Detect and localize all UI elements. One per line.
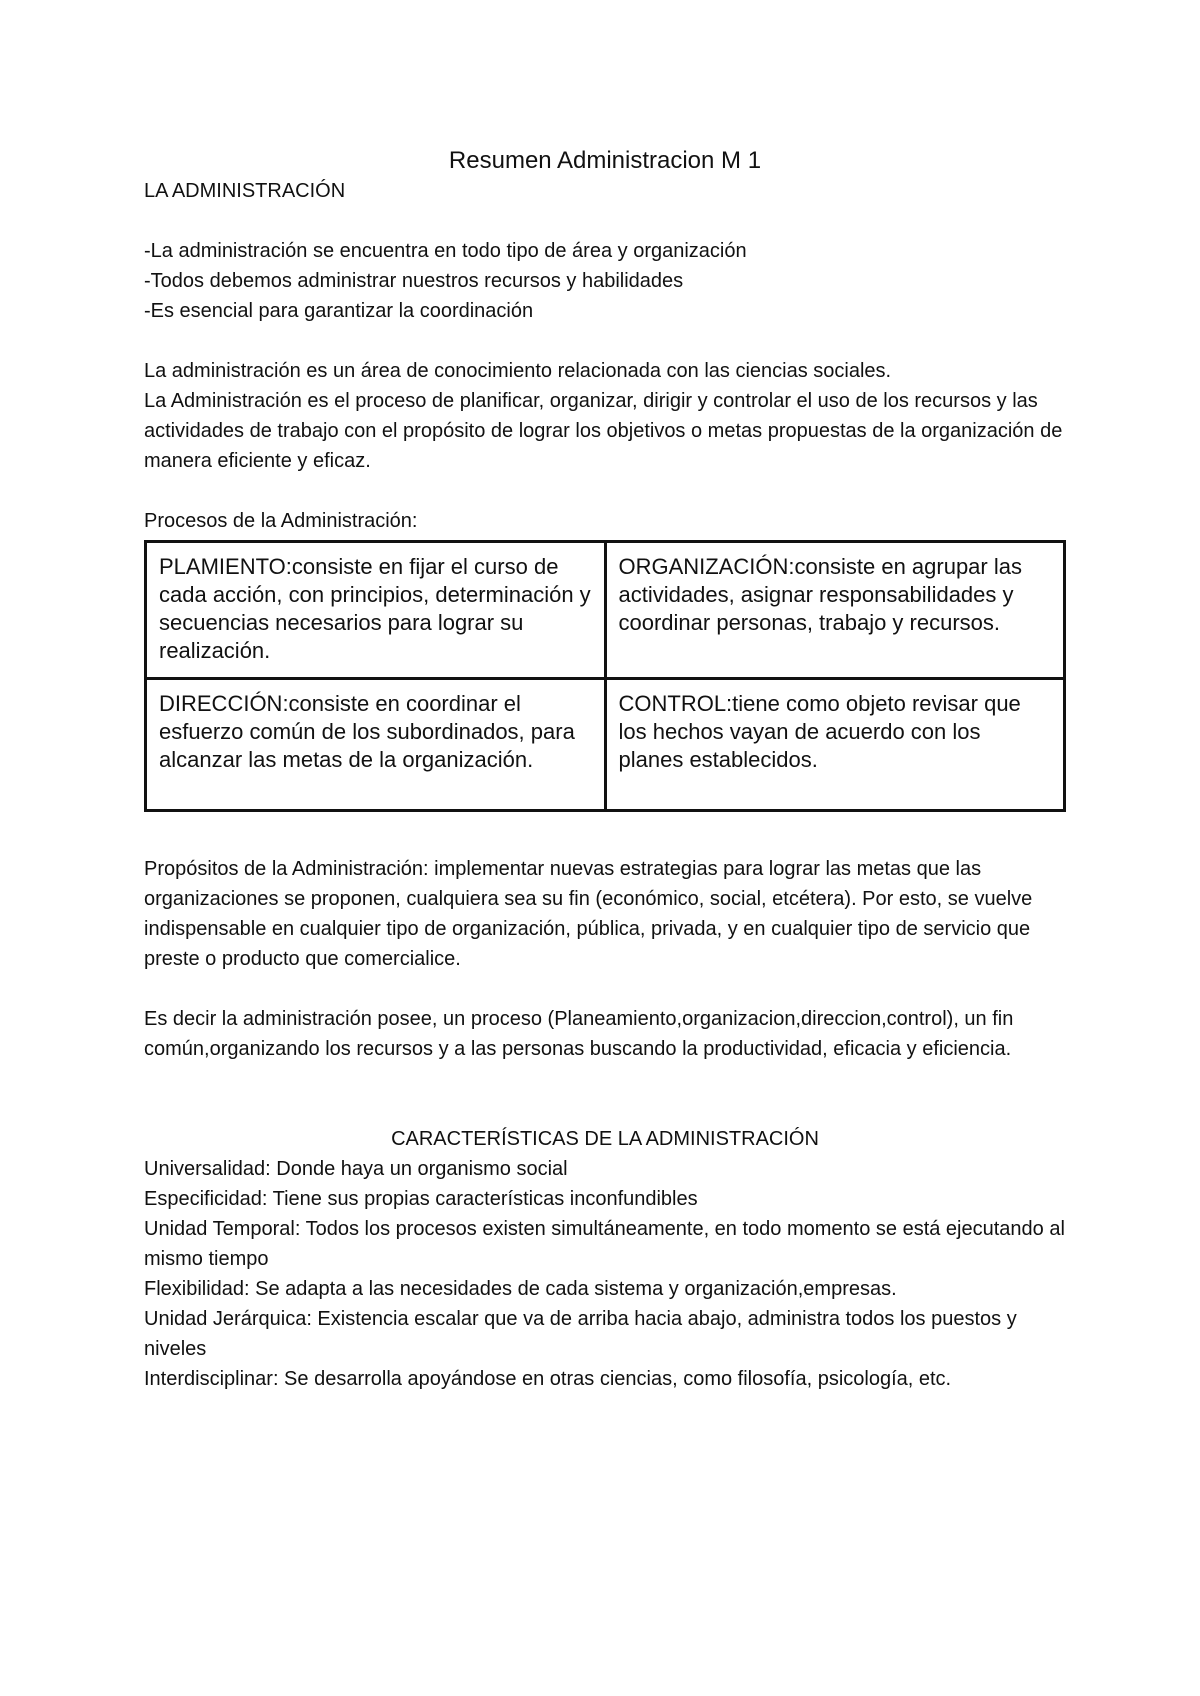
spacer [144,1094,1066,1124]
planning-cell: PLAMIENTO:consiste en fijar el curso de cada acción, con principios, determinación y secuencias necesarios para lograr su realización. [146,542,606,679]
direction-cell: DIRECCIÓN:consiste en coordinar el esfuerzo común de los subordinados, para alcanzar las metas de la organización. [146,679,606,811]
bullet-line: -Es esencial para garantizar la coordinación [144,300,534,322]
characteristic-item: Interdisciplinar: Se desarrolla apoyándose en otras ciencias, como filosofía, psicología, etc. [144,1368,952,1390]
control-cell: CONTROL:tiene como objeto revisar que los hechos vayan de acuerdo con los planes establecidos. [605,679,1065,811]
bullet-line: -Todos debemos administrar nuestros recursos y habilidades [144,270,684,292]
processes-label: Procesos de la Administración: [144,510,418,532]
definition-line: La administración es un área de conocimiento relacionada con las ciencias sociales. [144,360,892,382]
spacer [144,206,1066,236]
characteristic-item: Flexibilidad: Se adapta a las necesidades de cada sistema y organización,empresas. [144,1278,897,1300]
spacer [144,974,1066,1004]
spacer [144,842,1066,854]
characteristics-heading: CARACTERÍSTICAS DE LA ADMINISTRACIÓN [391,1128,819,1150]
characteristic-item: Universalidad: Donde haya un organismo social [144,1158,568,1180]
spacer [144,476,1066,506]
definition-paragraph: La Administración es el proceso de planificar, organizar, dirigir y controlar el uso de los recursos y las actividades de trabajo con el propósito de lograr los objetivos o metas propuestas de la organización de manera eficiente y eficaz. [144,390,1063,472]
spacer [144,1064,1066,1094]
summary-paragraph: Es decir la administración posee, un proceso (Planeamiento,organizacion,direccion,control), un fin común,organizando los recursos y a las personas buscando la productividad, eficacia y eficiencia. [144,1008,1014,1060]
purposes-paragraph: Propósitos de la Administración: implementar nuevas estrategias para lograr las metas que las organizaciones se proponen, cualquiera sea su fin (económico, social, etcétera). Por esto, se vuelve indispensable en cualquier tipo de organización, pública, privada, y en cualquier tipo de servicio que preste o producto que comercialice. [144,858,1033,970]
characteristic-item: Especificidad: Tiene sus propias características inconfundibles [144,1188,698,1210]
characteristic-item: Unidad Temporal: Todos los procesos existen simultáneamente, en todo momento se está ejecutando al mismo tiempo [144,1218,1065,1270]
spacer [144,326,1066,356]
organization-cell: ORGANIZACIÓN:consiste en agrupar las actividades, asignar responsabilidades y coordinar personas, trabajo y recursos. [605,542,1065,679]
characteristic-item: Unidad Jerárquica: Existencia escalar que va de arriba hacia abajo, administra todos los puestos y niveles [144,1308,1017,1360]
section-heading: LA ADMINISTRACIÓN [144,180,346,202]
table-row [146,542,1065,679]
bullet-line: -La administración se encuentra en todo tipo de área y organización [144,240,747,262]
processes-table [144,540,1066,812]
table-row [146,679,1065,811]
document-content [144,146,1066,1394]
spacer [144,812,1066,842]
document-title: Resumen Administracion M 1 [448,147,762,174]
